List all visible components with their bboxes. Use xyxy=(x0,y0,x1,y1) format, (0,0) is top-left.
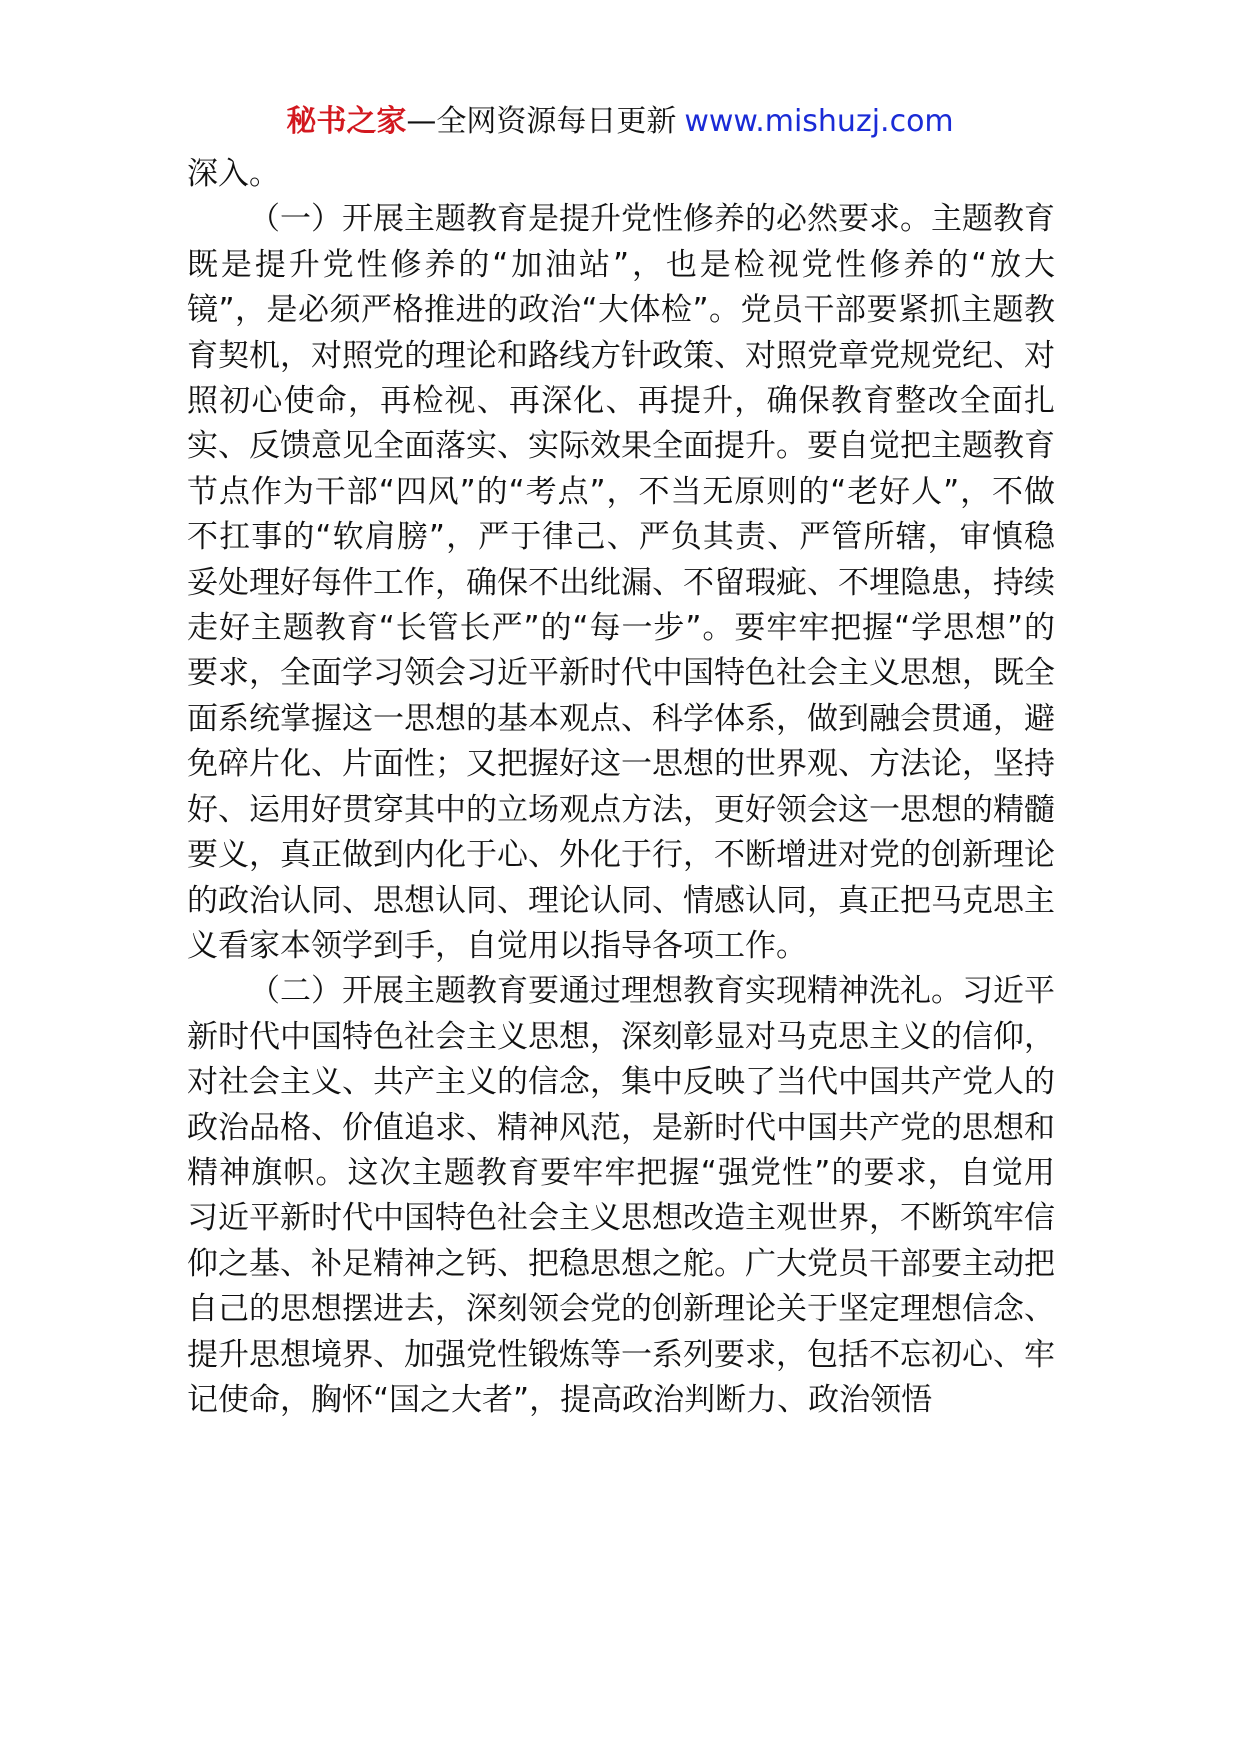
document-body xyxy=(187,152,1055,1423)
paragraph-section-one: （一）开展主题教育是提升党性修养的必然要求。主题教育既是提升党性修养的“加油站”，也是检视党性修养的“放大镜”，是必须严格推进的政治“大体检”。党员干部要紧抓主题教育契机，对照党的理论和路线方针政策、对照党章党规党纪、对照初心使命，再检视、再深化、再提升，确保教育整改全面扎实、反馈意见全面落实、实际效果全面提升。要自觉把主题教育节点作为干部“四风”的“考点”，不当无原则的“老好人”，不做不扛事的“软肩膀”，严于律己、严负其责、严管所辖，审慎稳妥处理好每件工作，确保不出纰漏、不留瑕疵、不埋隐患，持续走好主题教育“长管长严”的“每一步”。要牢牢把握“学思想”的要求，全面学习领会习近平新时代中国特色社会主义思想，既全面系统掌握这一思想的基本观点、科学体系，做到融会贯通，避免碎片化、片面性；又把握好这一思想的世界观、方法论，坚持好、运用好贯穿其中的立场观点方法，更好领会这一思想的精髓要义，真正做到内化于心、外化于行，不断增进对党的创新理论的政治认同、思想认同、理论认同、情感认同，真正把马克思主义看家本领学到手，自觉用以指导各项工作。 xyxy=(187,201,1055,964)
site-url-link[interactable]: www.mishuzj.com xyxy=(684,104,954,139)
paragraph-section-two: （二）开展主题教育要通过理想教育实现精神洗礼。习近平新时代中国特色社会主义思想，深刻彰显对马克思主义的信仰，对社会主义、共产主义的信念，集中反映了当代中国共产党人的政治品格、价值追求、精神风范，是新时代中国共产党的思想和精神旗帜。这次主题教育要牢牢把握“强党性”的要求，自觉用习近平新时代中国特色社会主义思想改造主观世界，不断筑牢信仰之基、补足精神之钙、把稳思想之舵。广大党员干部要主动把自己的思想摆进去，深刻领会党的创新理论关于坚定理想信念、提升思想境界、加强党性锻炼等一系列要求，包括不忘初心、牢记使命，胸怀“国之大者”，提高政治判断力、政治领悟 xyxy=(187,973,1055,1418)
brand-name: 秘书之家 xyxy=(286,104,407,139)
paragraph-continuation: 深入。 xyxy=(187,156,280,192)
page-header xyxy=(0,100,1240,144)
header-slogan: —全网资源每日更新 xyxy=(406,104,677,139)
